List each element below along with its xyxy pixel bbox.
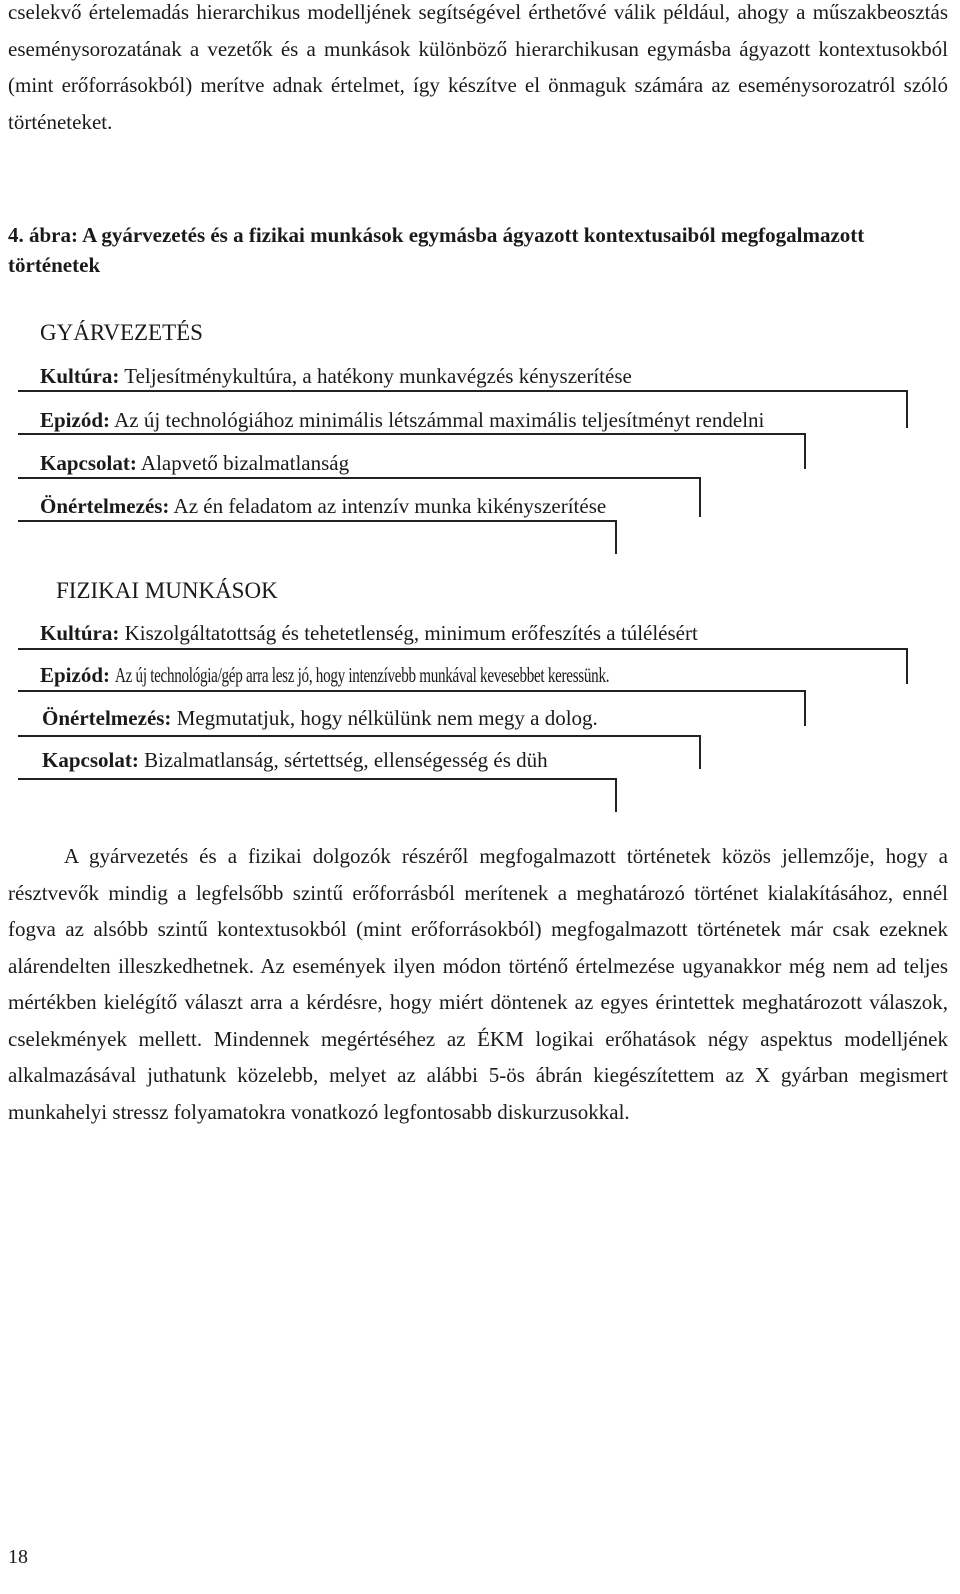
row-label: Kultúra: bbox=[40, 621, 120, 645]
management-row-episode bbox=[40, 408, 764, 433]
page-number: 18 bbox=[8, 1546, 28, 1568]
workers-bracket-line bbox=[18, 690, 805, 692]
workers-bracket-line bbox=[906, 648, 908, 684]
management-bracket-line bbox=[804, 433, 806, 469]
management-row-relationship bbox=[40, 451, 349, 476]
row-text: Megmutatjuk, hogy nélkülünk nem megy a dolog. bbox=[176, 706, 598, 730]
management-row-self-interpretation bbox=[40, 494, 606, 519]
row-text: Alapvető bizalmatlanság bbox=[140, 451, 350, 475]
row-text: Az én feladatom az intenzív munka kikényszerítése bbox=[173, 494, 607, 518]
workers-bracket-line bbox=[18, 648, 907, 650]
workers-bracket-line bbox=[18, 735, 700, 737]
management-bracket-line bbox=[18, 390, 907, 392]
row-text: Teljesítménykultúra, a hatékony munkavégzés kényszerítése bbox=[124, 364, 632, 388]
management-title: GYÁRVEZETÉS bbox=[40, 320, 203, 345]
body-paragraph: A gyárvezetés és a fizikai dolgozók részéről megfogalmazott történetek közös jellemzője, hogy a résztvevők mindig a legfelsőbb szintű erőforrásból merítenek a meghatározó történet kialakításához, ennél fogva az alsóbb szintű kontextusokból (mint erőforrásokból) megfogalmazott történetek már csak ezeknek alárendelten illeszkedhetnek. Az események ilyen módon történő értelmezése ugyanakkor még nem ad teljes mértékben kielégítő választ arra a kérdésre, hogy miért döntenek az egyes érintettek meghatározott válaszok, cselekmények mellett. Mindennek megértéséhez az ÉKM logikai erőhatások négy aspektus modelljének alkalmazásával juthatunk közelebb, melyet az alábbi 5-ös ábrán kiegészítettem az X gyárban megismert munkahelyi stressz folyamatokra vonatkozó legfontosabb diskurzusokkal. bbox=[8, 844, 948, 1124]
workers-bracket-line bbox=[615, 778, 617, 812]
workers-row-episode bbox=[40, 663, 802, 688]
row-label: Epizód: bbox=[40, 408, 111, 432]
management-bracket-line bbox=[18, 433, 805, 435]
row-label: Kapcsolat: bbox=[40, 451, 137, 475]
workers-title: FIZIKAI MUNKÁSOK bbox=[56, 578, 278, 603]
management-bracket-line bbox=[18, 520, 616, 522]
row-label: Kapcsolat: bbox=[42, 748, 139, 772]
workers-bracket-line bbox=[699, 735, 701, 769]
row-text: Bizalmatlanság, sértettség, ellenségesség és düh bbox=[144, 748, 548, 772]
row-label: Kultúra: bbox=[40, 364, 120, 388]
management-bracket-line bbox=[18, 477, 700, 479]
row-text: Az új technológia/gép arra lesz jó, hogy intenzívebb munkával kevesebbet keressünk. bbox=[115, 663, 610, 687]
management-bracket-line bbox=[615, 520, 617, 554]
intro-paragraph: cselekvő értelemadás hierarchikus modelljének segítségével érthetővé válik például, ahogy a műszakbeosztás eseménysorozatának a vezetők és a munkások különböző hierarchikusan egymásba ágyazott kontextusokból (mint erőforrásokból) merítve adnak értelmet, így készítve el önmaguk számára az eseménysorozatról szóló történeteket. bbox=[8, 0, 948, 134]
management-bracket-line bbox=[699, 477, 701, 517]
row-text: Az új technológiához minimális létszámmal maximális teljesítményt rendelni bbox=[114, 408, 765, 432]
row-label: Önértelmezés: bbox=[42, 706, 172, 730]
workers-row-culture bbox=[40, 621, 698, 646]
row-label: Epizód: bbox=[40, 663, 111, 687]
figure-caption: 4. ábra: A gyárvezetés és a fizikai munkások egymásba ágyazott kontextusaiból megfogalmazott történetek bbox=[8, 223, 865, 277]
workers-row-relationship bbox=[42, 748, 548, 773]
row-text: Kiszolgáltatottság és tehetetlenség, minimum erőfeszítés a túlélésért bbox=[124, 621, 698, 645]
row-label: Önértelmezés: bbox=[40, 494, 170, 518]
management-bracket-line bbox=[906, 390, 908, 428]
workers-bracket-line bbox=[804, 690, 806, 726]
workers-row-self-interpretation bbox=[42, 706, 598, 731]
management-row-culture bbox=[40, 364, 632, 389]
workers-bracket-line bbox=[18, 778, 616, 780]
